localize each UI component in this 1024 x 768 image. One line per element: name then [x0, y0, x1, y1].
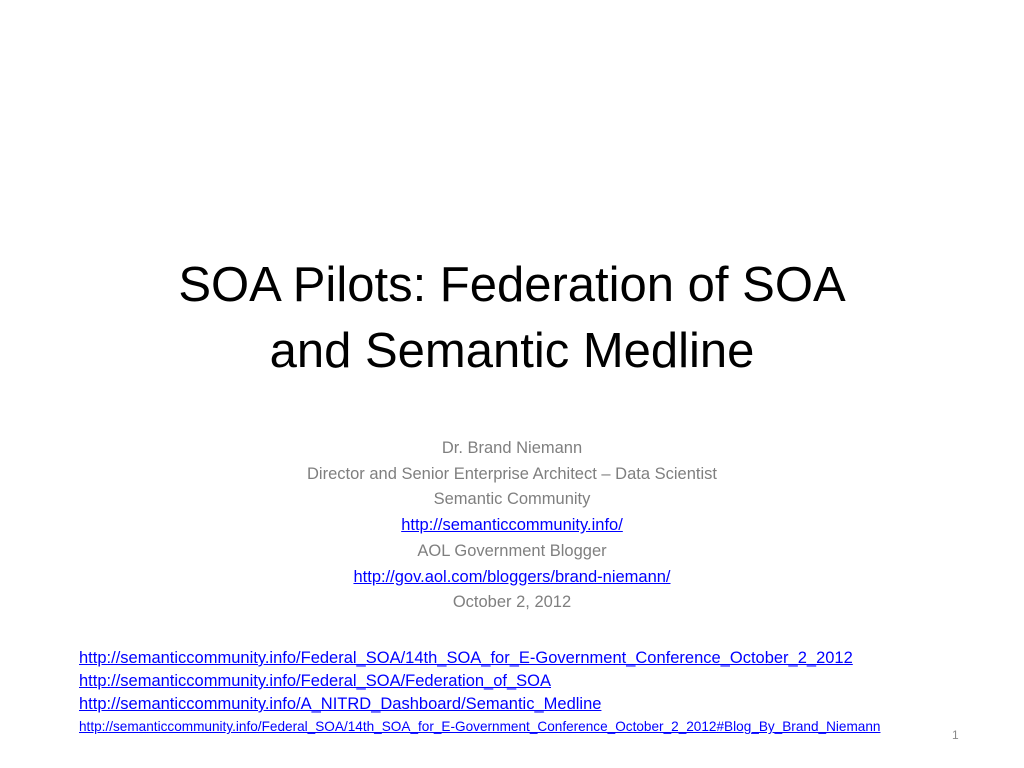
blog-link[interactable]: http://gov.aol.com/bloggers/brand-niemann/	[353, 567, 671, 586]
reference-link-federation[interactable]: http://semanticcommunity.info/Federal_SOA/Federation_of_SOA	[79, 672, 552, 690]
page-number: 1	[952, 728, 959, 742]
reference-links	[79, 647, 1009, 736]
organization-name: Semantic Community	[433, 490, 591, 509]
reference-link-conference[interactable]: http://semanticcommunity.info/Federal_SOA/14th_SOA_for_E-Government_Conference_October_2_2012	[79, 649, 853, 667]
organization-link[interactable]: http://semanticcommunity.info/	[401, 516, 623, 535]
reference-link-blog[interactable]: http://semanticcommunity.info/Federal_SOA/14th_SOA_for_E-Government_Conference_October_2_2012#Blog_By_Brand_Niemann	[79, 719, 881, 734]
presentation-date: October 2, 2012	[452, 593, 572, 612]
slide-title	[80, 252, 944, 384]
slide-title-line-2: and Semantic Medline	[269, 324, 755, 378]
author-name: Dr. Brand Niemann	[441, 439, 583, 457]
reference-link-semantic-medline[interactable]: http://semanticcommunity.info/A_NITRD_Dashboard/Semantic_Medline	[79, 695, 602, 713]
organization-link-row	[160, 513, 864, 539]
blog-role: AOL Government Blogger	[417, 541, 607, 560]
author-role: Director and Senior Enterprise Architect – Data Scientist	[307, 464, 717, 483]
slide-subtitle	[160, 436, 864, 616]
blog-link-row	[160, 565, 864, 591]
slide-title-line-1: SOA Pilots: Federation of SOA	[178, 258, 846, 312]
